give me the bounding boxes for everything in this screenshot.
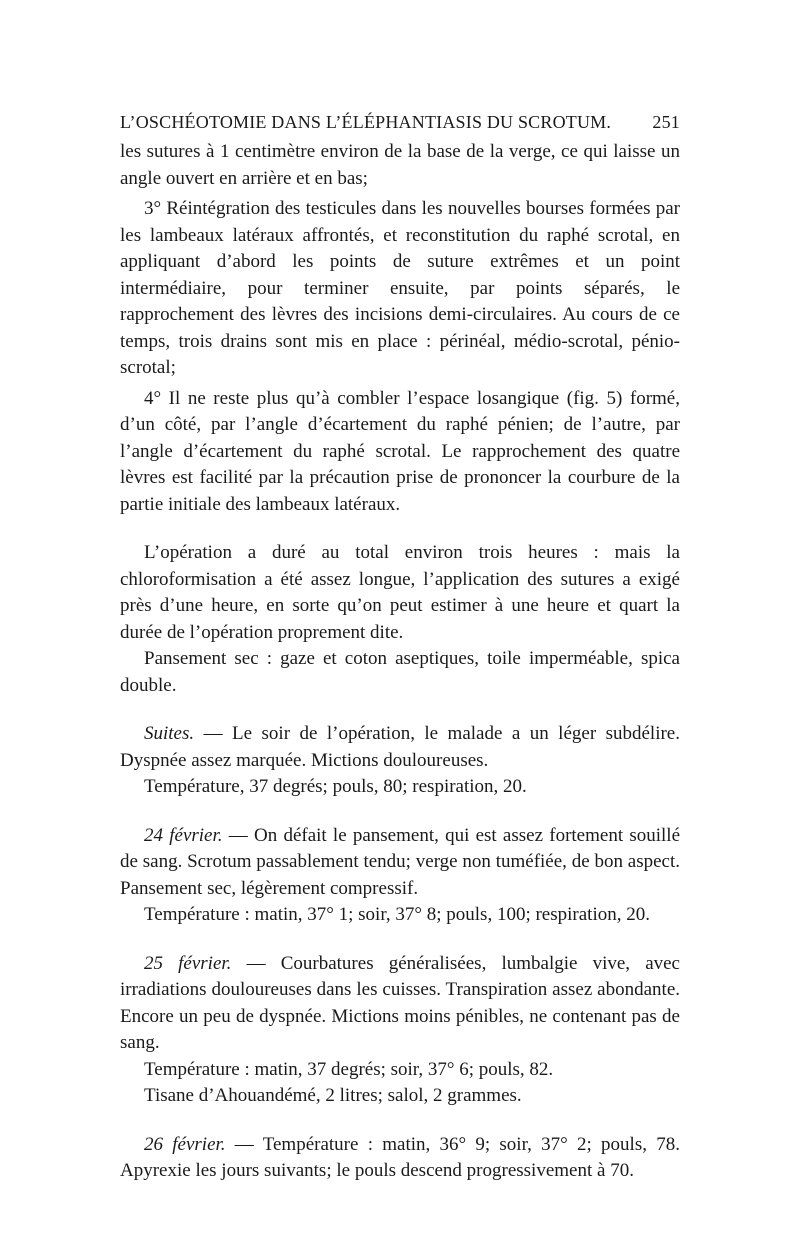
entry-label: 25 février. xyxy=(144,952,232,974)
entry-label: 24 février. xyxy=(144,824,223,846)
paragraph: les sutures à 1 centimètre environ de la base de la verge, ce qui laisse un angle ouvert en arrière et en bas; xyxy=(120,141,680,189)
paragraph: Tisane d’Ahouandémé, 2 litres; salol, 2 grammes. xyxy=(144,1085,522,1106)
entry-label: Suites. xyxy=(144,723,195,744)
entry-text: — Le soir de l’opération, le malade a un léger subdélire. Dyspnée assez marquée. Mictions douloureuses. xyxy=(120,723,680,771)
paragraph xyxy=(120,721,680,774)
paragraph: Pansement sec : gaze et coton aseptiques, toile imperméable, spica double. xyxy=(120,648,680,696)
paragraph xyxy=(120,823,680,903)
entry-text: — On défait le pansement, qui est assez fortement souillé de sang. Scrotum passablement tendu; verge non tuméfiée, de bon aspect. Pansement sec, légèrement compressif. xyxy=(120,824,680,899)
running-title: L’OSCHÉOTOMIE DANS L’ÉLÉPHANTIASIS DU SCROTUM. xyxy=(120,112,612,132)
paragraph: Température : matin, 37 degrés; soir, 37° 6; pouls, 82. xyxy=(144,1058,554,1080)
paragraph: 4° Il ne reste plus qu’à combler l’espace losangique (fig. 5) formé, d’un côté, par l’angle d’écartement du raphé pénien; de l’autre, par l’angle d’écartement du raphé scrotal. Le rapprochement des quatre lèvres est facilité par la précaution prise de prononcer la courbure de la partie initiale des lambeaux latéraux. xyxy=(120,387,680,515)
paragraph xyxy=(120,1132,680,1185)
paragraph xyxy=(120,951,680,1057)
page xyxy=(120,112,680,1185)
page-number: 251 xyxy=(652,112,680,132)
paragraph: Température : matin, 37° 1; soir, 37° 8; pouls, 100; respiration, 20. xyxy=(144,904,650,925)
entry-label: 26 février. xyxy=(144,1133,226,1155)
paragraph: 3° Réintégration des testicules dans les nouvelles bourses formées par les lambeaux latéraux affrontés, et reconstitution du raphé scrotal, en appliquant d’abord les points de suture extrêmes et un point intermédiaire, pour terminer ensuite, par points séparés, le rapprochement des lèvres des incisions demi-circulaires. Au cours de ce temps, trois drains sont mis en place : périnéal, médio-scrotal, pénio-scrotal; xyxy=(120,198,680,378)
entry-text: — Courbatures généralisées, lumbalgie vive, avec irradiations douloureuses dans les cuisses. Transpiration assez abondante. Encore un peu de dyspnée. Mictions moins pénibles, ne contenant pas de sang. xyxy=(120,952,680,1053)
paragraph: L’opération a duré au total environ trois heures : mais la chloroformisation a été assez longue, l’application des sutures a exigé près d’une heure, en sorte qu’on peut estimer à une heure et quart la durée de l’opération proprement dite. xyxy=(120,542,680,643)
running-header xyxy=(120,112,680,133)
paragraph: Température, 37 degrés; pouls, 80; respiration, 20. xyxy=(144,776,527,797)
entry-text: — Température : matin, 36° 9; soir, 37° 2; pouls, 78. Apyrexie les jours suivants; le pouls descend progressivement à 70. xyxy=(120,1133,680,1181)
